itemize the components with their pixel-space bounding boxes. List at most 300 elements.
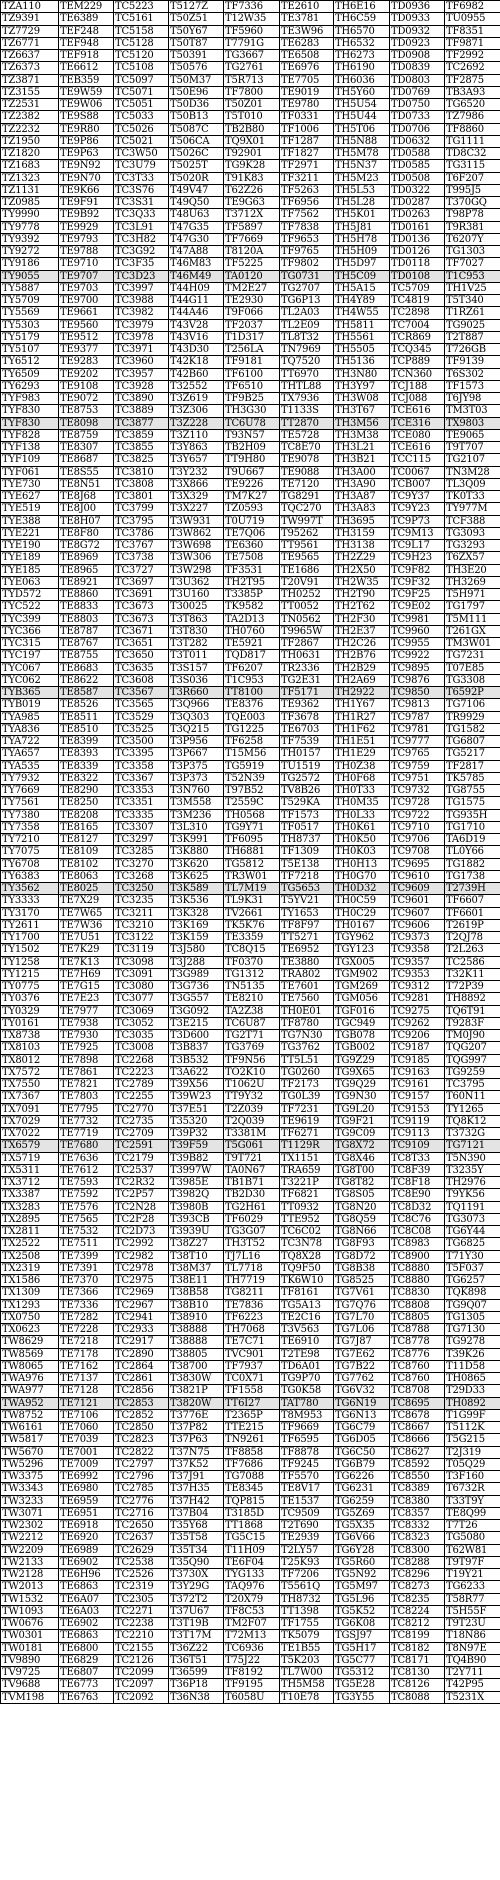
table-cell: TC3500 — [114, 736, 169, 748]
table-cell: T9YK56 — [445, 1189, 500, 1201]
table-cell: TC8627 — [390, 1446, 445, 1458]
table-cell: T93N57 — [224, 429, 280, 441]
table-cell: TC2D73 — [114, 1226, 169, 1238]
table-cell: TC9922 — [390, 650, 445, 662]
table-cell: TQP815 — [224, 1495, 280, 1507]
table-cell: TF9139 — [445, 356, 500, 368]
table-cell: TD0839 — [390, 62, 445, 74]
table-cell: TG0260 — [280, 1066, 334, 1078]
table-row — [1, 1250, 500, 1262]
table-cell: TE6389 — [59, 13, 114, 25]
table-cell: TW5296 — [1, 1458, 59, 1470]
table-cell: T5T010 — [224, 111, 280, 123]
table-cell: TW8065 — [1, 1360, 59, 1372]
table-cell: TY5887 — [1, 282, 59, 294]
table-cell: TH0H13 — [334, 858, 390, 870]
table-cell: TF1573 — [445, 380, 500, 392]
table-cell: TE7898 — [59, 1054, 114, 1066]
table-cell: TE8860 — [59, 589, 114, 601]
table-cell: T6592P — [445, 687, 500, 699]
table-cell: TE7508 — [224, 552, 280, 564]
table-cell: TC3525 — [114, 723, 169, 735]
table-cell: TH5K01 — [334, 209, 390, 221]
table-cell: TT9561 — [280, 540, 334, 552]
table-cell: T1RZ61 — [445, 307, 500, 319]
table-cell: TE9512 — [59, 331, 114, 343]
table-row — [1, 135, 500, 147]
table-cell: TF2875 — [445, 74, 500, 86]
table-cell: TH5505 — [334, 344, 390, 356]
table-cell: TQG207 — [445, 1042, 500, 1054]
table-cell: TH2T95 — [224, 576, 280, 588]
table-row — [1, 356, 500, 368]
table-cell: TX7029 — [1, 1115, 59, 1127]
table-cell: TE6829 — [59, 1654, 114, 1666]
table-cell: TH0C59 — [334, 895, 390, 907]
table-cell: TC9F32 — [390, 576, 445, 588]
table-cell: TE6910 — [280, 1336, 334, 1348]
table-cell: TT9H80 — [224, 454, 280, 466]
table-cell: TG5R60 — [334, 1556, 390, 1568]
table-row — [1, 307, 500, 319]
table-cell: T48U63 — [169, 209, 224, 221]
table-cell: TYE388 — [1, 515, 59, 527]
table-cell: TH5811 — [334, 319, 390, 331]
table-cell: TC2255 — [114, 1091, 169, 1103]
table-cell: TC8182 — [390, 1642, 445, 1654]
table-cell: TH5H78 — [334, 233, 390, 245]
table-cell: TG0731 — [280, 270, 334, 282]
table-cell: TG2107 — [445, 454, 500, 466]
table-row — [1, 1569, 500, 1581]
table-cell: TH6036 — [334, 74, 390, 86]
table-cell: TC9312 — [390, 981, 445, 993]
table-cell: TCE616 — [390, 442, 445, 454]
table-cell: TC5161 — [114, 13, 169, 25]
table-cell: TG7088 — [224, 1471, 280, 1483]
table-cell: TC8708 — [390, 1385, 445, 1397]
table-cell: TC8126 — [390, 1679, 445, 1691]
table-cell: TYF983 — [1, 393, 59, 405]
table-cell: TY9778 — [1, 221, 59, 233]
table-cell: TC3L91 — [114, 221, 169, 233]
table-cell: T6732R — [445, 1483, 500, 1495]
table-cell: TX1151 — [280, 1152, 334, 1164]
table-cell: TE7366 — [59, 1287, 114, 1299]
table-cell: TWA952 — [1, 1397, 59, 1409]
table-cell: TC6U87 — [224, 1017, 280, 1029]
table-cell: TE7930 — [59, 1030, 114, 1042]
table-cell: TG9L20 — [334, 1103, 390, 1115]
table-cell: TE9N92 — [59, 160, 114, 172]
table-cell: T38Z27 — [169, 1238, 224, 1250]
table-cell: TF0517 — [280, 821, 334, 833]
table-cell: TC9876 — [390, 674, 445, 686]
table-cell: TH3Y97 — [334, 380, 390, 392]
table-cell: TE7X29 — [59, 895, 114, 907]
table-cell: TE6902 — [59, 1618, 114, 1630]
table-cell: TC8695 — [390, 1397, 445, 1409]
table-cell: TR2336 — [280, 662, 334, 674]
table-cell: TX8012 — [1, 1054, 59, 1066]
table-row — [1, 785, 500, 797]
table-cell: T49Q50 — [169, 197, 224, 209]
table-cell: TF5171 — [280, 687, 334, 699]
table-cell: TE9088 — [280, 466, 334, 478]
table-cell: TH3E20 — [445, 564, 500, 576]
table-cell: TGX005 — [334, 956, 390, 968]
table-cell: T3K620 — [169, 858, 224, 870]
table-cell: TC5223 — [114, 1, 169, 13]
table-row — [1, 466, 500, 478]
table-cell: TF1573 — [280, 809, 334, 821]
table-cell: T5112K — [445, 1422, 500, 1434]
table-cell: T58R77 — [445, 1593, 500, 1605]
table-row — [1, 944, 500, 956]
table-cell: TC2268 — [114, 1054, 169, 1066]
table-cell: TC9275 — [390, 1005, 445, 1017]
table-cell: TH1V25 — [445, 282, 500, 294]
table-cell: TC8357 — [390, 1507, 445, 1519]
table-cell: TVM198 — [1, 1691, 59, 1703]
table-cell: TF9669 — [280, 1422, 334, 1434]
table-cell: T5H971 — [445, 589, 500, 601]
table-cell: T38E11 — [169, 1275, 224, 1287]
table-cell: TE8399 — [59, 736, 114, 748]
table-cell: TY6293 — [1, 380, 59, 392]
table-cell: TC8224 — [390, 1605, 445, 1617]
table-cell: TE7Q06 — [224, 527, 280, 539]
table-cell: TX7022 — [1, 1128, 59, 1140]
table-cell: TF8860 — [445, 123, 500, 135]
table-row — [1, 405, 500, 417]
table-cell: T3K536 — [169, 895, 224, 907]
table-cell: T2L263 — [445, 944, 500, 956]
table-row — [1, 1238, 500, 1250]
table-row — [1, 86, 500, 98]
table-cell: TM0J90 — [445, 1030, 500, 1042]
table-cell: TG2H61 — [224, 1201, 280, 1213]
table-cell: TC5026 — [114, 123, 169, 135]
table-cell: TC9710 — [390, 821, 445, 833]
table-cell: T50Z51 — [169, 13, 224, 25]
table-cell: TE7399 — [59, 1250, 114, 1262]
table-cell: TG5812 — [224, 858, 280, 870]
table-cell: TC9981 — [390, 613, 445, 625]
table-row — [1, 1520, 500, 1532]
table-cell: TF0370 — [224, 956, 280, 968]
table-cell: TC5071 — [114, 86, 169, 98]
table-cell: TW2013 — [1, 1581, 59, 1593]
table-row — [1, 1581, 500, 1593]
table-cell: T256LA — [224, 344, 280, 356]
table-cell: TC5021 — [114, 135, 169, 147]
table-cell: TE2939 — [280, 1532, 334, 1544]
table-cell: TF8F97 — [280, 919, 334, 931]
table-cell: TG8S05 — [334, 1189, 390, 1201]
table-row — [1, 1189, 500, 1201]
table-cell: TE8109 — [59, 846, 114, 858]
table-cell: TF5263 — [280, 184, 334, 196]
table-cell: TE8759 — [59, 429, 114, 441]
table-cell: TE2C16 — [280, 1311, 334, 1323]
table-cell: TE7282 — [59, 1311, 114, 1323]
table-cell: TX2319 — [1, 1262, 59, 1274]
table-row — [1, 1201, 500, 1213]
table-row — [1, 1691, 500, 1703]
table-cell: TE8376 — [224, 699, 280, 711]
table-cell: TE2610 — [280, 1, 334, 13]
table-cell: TC3052 — [114, 1017, 169, 1029]
table-cell: TY0161 — [1, 1017, 59, 1029]
table-row — [1, 282, 500, 294]
table-cell: TG7L70 — [334, 1311, 390, 1323]
table-cell: TE8098 — [59, 417, 114, 429]
table-cell: TC9759 — [390, 760, 445, 772]
table-cell: TC8130 — [390, 1667, 445, 1679]
table-cell: T38M37 — [169, 1262, 224, 1274]
table-cell: TE9K66 — [59, 184, 114, 196]
table-cell: TG9N30 — [334, 1091, 390, 1103]
table-cell: TF8878 — [280, 1446, 334, 1458]
table-cell: TC9960 — [390, 625, 445, 637]
table-cell: TE8J00 — [59, 503, 114, 515]
table-cell: T43D30 — [169, 344, 224, 356]
table-cell: TGC949 — [334, 1017, 390, 1029]
table-row — [1, 809, 500, 821]
table-cell: TE8250 — [59, 797, 114, 809]
table-cell: TH5N37 — [334, 160, 390, 172]
table-cell: TE7120 — [280, 478, 334, 490]
table-cell: TX8103 — [1, 1042, 59, 1054]
table-cell: TC2238 — [114, 1618, 169, 1630]
table-cell: TC2P57 — [114, 1189, 169, 1201]
table-cell: T52N39 — [224, 772, 280, 784]
table-cell: TF1006 — [280, 123, 334, 135]
table-cell: TQG997 — [445, 1054, 500, 1066]
table-cell: T3P375 — [169, 760, 224, 772]
table-cell: TD0803 — [390, 74, 445, 86]
table-cell: TG1738 — [445, 870, 500, 882]
table-cell: T3235Y — [445, 1164, 500, 1176]
table-cell: T3U160 — [169, 589, 224, 601]
table-cell: T2365P — [224, 1409, 280, 1421]
table-cell: TL7W00 — [280, 1667, 334, 1679]
table-cell: TG5X35 — [334, 1520, 390, 1532]
table-cell: T50M37 — [169, 74, 224, 86]
table-cell: TY7358 — [1, 821, 59, 833]
table-cell: T36599 — [169, 1667, 224, 1679]
table-cell: TH2W35 — [334, 576, 390, 588]
table-cell: TC3268 — [114, 870, 169, 882]
table-cell: T44G11 — [169, 295, 224, 307]
table-cell: TF9871 — [445, 37, 500, 49]
table-row — [1, 13, 500, 25]
table-row — [1, 797, 500, 809]
table-cell: T46M49 — [169, 270, 224, 282]
table-cell: TC2526 — [114, 1569, 169, 1581]
table-cell: TJ7L16 — [224, 1250, 280, 1262]
table-row — [1, 956, 500, 968]
table-cell: T5H55F — [445, 1605, 500, 1617]
table-cell: T6207Y — [445, 233, 500, 245]
table-cell: T5K203 — [280, 1654, 334, 1666]
table-cell: TW5670 — [1, 1446, 59, 1458]
table-cell: TG8T00 — [334, 1164, 390, 1176]
table-cell: TG1582 — [445, 723, 500, 735]
table-cell: TG7121 — [445, 1140, 500, 1152]
table-cell: T3Y232 — [169, 466, 224, 478]
table-cell: TC3529 — [114, 711, 169, 723]
table-cell: TC9787 — [390, 711, 445, 723]
table-cell: TC8808 — [390, 1299, 445, 1311]
table-cell: TC2898 — [390, 307, 445, 319]
table-cell: T3K169 — [169, 919, 224, 931]
table-cell: TC5709 — [390, 282, 445, 294]
table-cell: TH2922 — [334, 687, 390, 699]
table-cell: TG5A13 — [280, 1299, 334, 1311]
table-cell: TG1225 — [224, 723, 280, 735]
table-cell: T25K93 — [280, 1556, 334, 1568]
table-cell: TH0568 — [224, 809, 280, 821]
table-cell: TD0263 — [390, 209, 445, 221]
table-row — [1, 650, 500, 662]
table-cell: TZ3871 — [1, 74, 59, 86]
table-cell: TYC366 — [1, 625, 59, 637]
table-row — [1, 601, 500, 613]
table-cell: TH2A69 — [334, 674, 390, 686]
table-cell: TCE080 — [390, 429, 445, 441]
table-cell: TH2B76 — [334, 650, 390, 662]
table-cell: TE7565 — [59, 1213, 114, 1225]
table-cell: T5N390 — [445, 1152, 500, 1164]
table-cell: TE1B55 — [280, 1642, 334, 1654]
table-cell: TE9929 — [59, 221, 114, 233]
table-cell: TF6607 — [445, 895, 500, 907]
table-cell: TE7803 — [59, 1091, 114, 1103]
table-cell: TW1532 — [1, 1593, 59, 1605]
table-cell: T3Z619 — [169, 393, 224, 405]
table-cell: TG5919 — [224, 760, 280, 772]
table-cell: T62Z26 — [224, 184, 280, 196]
table-cell: TG6V32 — [334, 1385, 390, 1397]
table-cell: TD0136 — [390, 233, 445, 245]
table-cell: TH1E29 — [334, 748, 390, 760]
table-row — [1, 1471, 500, 1483]
table-cell: TC9751 — [390, 772, 445, 784]
table-cell: TT0932 — [280, 1201, 334, 1213]
table-cell: TAQ976 — [224, 1581, 280, 1593]
table-cell: TCP889 — [390, 356, 445, 368]
table-cell: T37N75 — [169, 1446, 224, 1458]
table-cell: TL9K31 — [224, 895, 280, 907]
table-cell: TE7705 — [280, 74, 334, 86]
table-cell: TWA977 — [1, 1385, 59, 1397]
table-cell: TB3A93 — [445, 86, 500, 98]
table-cell: T50Y67 — [169, 25, 224, 37]
table-cell: T35320 — [169, 1115, 224, 1127]
table-cell: TN5135 — [224, 981, 280, 993]
table-cell: T2T887 — [445, 331, 500, 343]
table-cell: TE6807 — [59, 1667, 114, 1679]
table-row — [1, 1005, 500, 1017]
table-cell: TC3N78 — [280, 1238, 334, 1250]
table-cell: T44H09 — [169, 282, 224, 294]
table-cell: TL2E09 — [280, 319, 334, 331]
table-cell: TC2210 — [114, 1630, 169, 1642]
table-cell: TC2864 — [114, 1360, 169, 1372]
table-cell: T3K991 — [169, 834, 224, 846]
table-cell: TH5U44 — [334, 111, 390, 123]
table-cell: TG2T71 — [224, 1030, 280, 1042]
table-row — [1, 1030, 500, 1042]
table-cell: TM3T03 — [445, 405, 500, 417]
table-cell: TZ1820 — [1, 148, 59, 160]
table-row — [1, 723, 500, 735]
table-row — [1, 319, 500, 331]
table-cell: TC3270 — [114, 858, 169, 870]
table-cell: TC9161 — [390, 1079, 445, 1091]
table-cell: T3P956 — [169, 736, 224, 748]
table-cell: TC2967 — [114, 1299, 169, 1311]
table-cell: TG9K28 — [224, 160, 280, 172]
table-cell: TB1B71 — [224, 1177, 280, 1189]
table-cell: TE6800 — [59, 1642, 114, 1654]
table-cell: TF5570 — [280, 1471, 334, 1483]
table-cell: TG3G07 — [224, 1226, 280, 1238]
table-row — [1, 1385, 500, 1397]
table-cell: TC3211 — [114, 907, 169, 919]
table-cell: TE9W59 — [59, 86, 114, 98]
table-cell: TE7009 — [59, 1458, 114, 1470]
table-cell: TG9X65 — [334, 1066, 390, 1078]
table-cell: TE5921 — [224, 638, 280, 650]
table-row — [1, 907, 500, 919]
table-cell: TH0T33 — [334, 785, 390, 797]
table-cell: T0U719 — [224, 515, 280, 527]
table-cell: TG3769 — [224, 1042, 280, 1054]
table-row — [1, 1091, 500, 1103]
table-cell: TZ9391 — [1, 13, 59, 25]
table-cell: TC3786 — [114, 527, 169, 539]
table-cell: TC3979 — [114, 319, 169, 331]
table-cell: TE8393 — [59, 748, 114, 760]
table-cell: TQK898 — [445, 1287, 500, 1299]
table-cell: T3R660 — [169, 687, 224, 699]
table-cell: TE9710 — [59, 258, 114, 270]
table-cell: T37K52 — [169, 1458, 224, 1470]
table-cell: TC8900 — [390, 1250, 445, 1262]
table-cell: T37B04 — [169, 1507, 224, 1519]
table-cell: TG7N30 — [280, 1030, 334, 1042]
table-cell: T97B52 — [224, 785, 280, 797]
table-cell: TC2850 — [114, 1422, 169, 1434]
table-cell: TC2735 — [114, 1115, 169, 1127]
table-cell: TC8E90 — [390, 1189, 445, 1201]
table-cell: T5YV21 — [280, 895, 334, 907]
table-cell: T50D36 — [169, 99, 224, 111]
table-cell: TY6383 — [1, 870, 59, 882]
table-cell: TC3567 — [114, 687, 169, 699]
table-cell: T3T282 — [169, 638, 224, 650]
table-cell: TL3Q09 — [445, 478, 500, 490]
table-cell: TE9S88 — [59, 111, 114, 123]
table-cell: TH4Y89 — [334, 295, 390, 307]
table-cell: TH0K03 — [334, 846, 390, 858]
table-cell: TG6257 — [445, 1275, 500, 1287]
table-cell: TD0733 — [390, 111, 445, 123]
table-cell: TE9W06 — [59, 99, 114, 111]
